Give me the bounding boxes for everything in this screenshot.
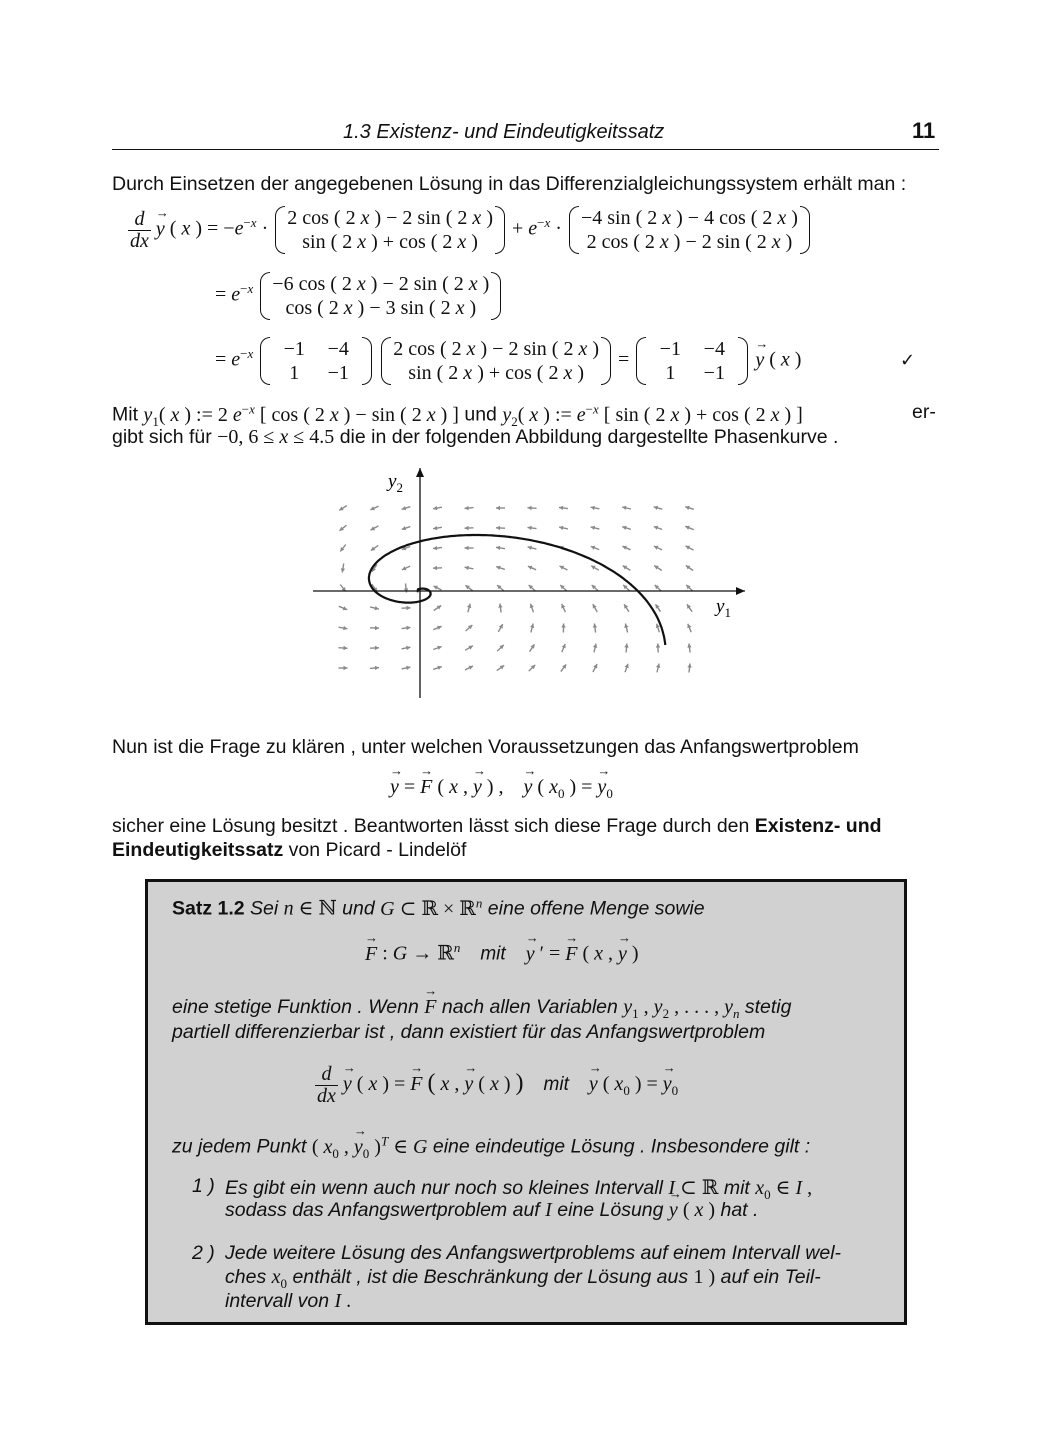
item-2-text-b: ches <box>225 1266 267 1288</box>
field-arrow-head <box>496 526 500 530</box>
range-line-start: gibt sich für <box>112 426 212 448</box>
item-2-line-2: ches $x_0$ enthält , ist die Beschränkung der Lösung aus 1 ) auf ein Teil- <box>225 1266 821 1291</box>
theorem-mapping: → F : G → ℝ$^n$ mit → y ′ = → F ( x , → y ) <box>365 940 639 966</box>
ivp-equation: → y = → F ( x , → y ) , → y ( $x_0$ ) = → $y_0$ <box>390 776 613 802</box>
field-arrow-head <box>465 546 469 550</box>
equation-line-2: = $e^{-x}$ −6 cos ( 2 x ) − 2 sin ( 2 x ) cos ( 2 x ) − 3 sin ( 2 x ) <box>215 272 503 320</box>
answer-bold-2: Eindeutigkeitssatz <box>112 839 284 861</box>
question-text: Nun ist die Frage zu klären , unter welchen Voraussetzungen das Anfangswertproblem <box>112 736 859 758</box>
theorem-label: Satz 1.2 <box>172 897 245 920</box>
theorem-mit-2: mit <box>543 1074 569 1096</box>
answer-end: von Picard - Lindelöf <box>288 839 467 861</box>
item-1-line-2: sodass das Anfangswertproblem auf I eine Lösung → y ( x ) hat . <box>225 1199 758 1222</box>
field-arrow-head <box>375 666 379 670</box>
answer-text: sicher eine Lösung besitzt . Beantworten lässt sich diese Frage durch den <box>112 815 750 837</box>
theorem-ivp: $\frac{d}{dx}$ → y ( x ) = → F ( x , → y ( x ) ) mit → y ( $x_0$ ) = → $y_0$ <box>315 1064 678 1107</box>
field-arrow-head <box>465 526 469 530</box>
item-1-hat: hat . <box>720 1199 759 1221</box>
item-1-number: 1 ) <box>192 1175 215 1197</box>
field-arrow-head <box>561 624 565 628</box>
mit-word: Mit <box>112 403 138 426</box>
theorem-line-3: eine stetige Funktion . Wenn → F nach allen Variablen $y_1$ , $y_2$ , . . . , $y_n$ stetig <box>172 996 791 1022</box>
field-arrow-head <box>591 526 596 530</box>
item-2-number: 2 ) <box>192 1242 215 1264</box>
answer-bold-1: Existenz- und <box>754 815 882 837</box>
er-hyphen: er- <box>912 401 936 423</box>
intro-text: Durch Einsetzen der angegebenen Lösung in das Differenzialgleichungssystem erhält man : <box>112 173 907 195</box>
y2-axis-arrow <box>416 468 424 477</box>
und-word: und <box>464 403 497 426</box>
page-number: 11 <box>912 118 936 143</box>
theorem-mit: mit <box>480 943 506 965</box>
equation-line-1: $\frac{d}{dx}$ → y ( x ) = $-e^{-x}$ · 2 cos ( 2 x ) − 2 sin ( 2 x ) sin ( 2 x ) + cos ( 2 x ) + $e^{-x}$ · −4 sin ( 2 x ) − 4 cos ( 2 x ) 2 cos ( 2 x ) − 2 sin ( 2 x ) <box>128 206 812 254</box>
field-arrow-head <box>433 566 437 570</box>
item-2-line-1: Jede weitere Lösung des Anfangswertproblems auf einem Intervall wel- <box>225 1242 842 1264</box>
equation-line-3: = $e^{-x}$ −1 −4 1 −1 2 cos ( 2 x ) − 2 sin ( 2 x ) sin ( 2 x ) + cos ( 2 x ) = −1 −4 1 −1 → y ( x ) <box>215 337 801 385</box>
field-arrow-head <box>343 646 347 650</box>
answer-line-2 <box>112 839 466 862</box>
item-2-line-3: intervall von I . <box>225 1290 352 1312</box>
field-arrow-head <box>375 646 379 650</box>
item-2-text-c: enthält , ist die Beschränkung der Lösung aus <box>292 1266 689 1288</box>
item-1-text-c: eine Lösung <box>557 1199 664 1221</box>
field-arrow-head <box>528 506 532 510</box>
item-1-line-1: Es gibt ein wenn auch nur noch so kleines Intervall I ⊂ ℝ mit $x_0$ ∈ I , <box>225 1177 813 1202</box>
theorem-zu-jedem: zu jedem Punkt <box>172 1135 307 1158</box>
field-arrow-head <box>465 506 469 510</box>
item-2-text-d: auf ein Teil- <box>720 1266 821 1288</box>
item-2-text-e: intervall von <box>225 1290 330 1312</box>
phase-portrait <box>300 462 770 707</box>
theorem-stetig: stetig <box>744 996 792 1018</box>
range-line: gibt sich für −0, 6 ≤ x ≤ 4.5 die in der folgenden Abbildung dargestellte Phasenkurve . <box>112 426 839 448</box>
theorem-line-6: zu jedem Punkt ( $x_0$ , → $y_0$ )$^T$ ∈ G eine eindeutige Lösung . Insbesondere gilt : <box>172 1133 810 1162</box>
y2-axis-label: $y_2$ <box>388 471 403 495</box>
field-arrow-head <box>375 626 379 630</box>
definition-line: Mit $y_1$( x ) := 2 $e^{-x}$ [ cos ( 2 x ) − sin ( 2 x ) ] und $y_2$( x ) := $e^{-x}$ [ sin ( 2 x ) + cos ( 2 x ) ] <box>112 401 803 429</box>
theorem-line-1: Satz 1.2 Sei n ∈ ℕ und G ⊂ ℝ × ℝ$^n$ eine offene Menge sowie <box>172 895 705 920</box>
field-arrow-head <box>374 606 379 610</box>
range-line-end: die in der folgenden Abbildung dargestellte Phasenkurve . <box>339 426 839 448</box>
theorem-offene: eine offene Menge sowie <box>487 897 705 920</box>
check-mark: ✓ <box>900 350 916 370</box>
theorem-line-4: partiell differenzierbar ist , dann existiert für das Anfangswertproblem <box>172 1021 766 1043</box>
header-rule <box>112 149 939 150</box>
theorem-nach-allen: nach allen Variablen <box>441 996 618 1018</box>
field-arrow-head <box>624 644 628 648</box>
field-arrow-head <box>496 506 500 510</box>
theorem-stetige: eine stetige Funktion . Wenn <box>172 996 419 1018</box>
field-arrow-head <box>656 644 660 648</box>
answer-line-1 <box>112 815 882 838</box>
y1-axis-label: $y_1$ <box>716 596 731 620</box>
y1-axis-arrow <box>736 587 745 595</box>
theorem-eindeutig: eine eindeutige Lösung . Insbesondere gilt : <box>432 1135 811 1158</box>
theorem-sei: Sei <box>250 897 279 920</box>
item-1-mit: mit <box>723 1177 750 1199</box>
theorem-und: und <box>342 897 375 920</box>
field-arrow-head <box>406 606 410 610</box>
direction-field <box>339 506 694 673</box>
phase-curve <box>369 535 665 645</box>
running-header: 1.3 Existenz- und Eindeutigkeitssatz <box>343 121 665 143</box>
item-1-text-b: sodass das Anfangswertproblem auf <box>225 1199 540 1221</box>
field-arrow-head <box>344 666 348 670</box>
item-1-text-a: Es gibt ein wenn auch nur noch so kleines Intervall <box>225 1177 663 1199</box>
